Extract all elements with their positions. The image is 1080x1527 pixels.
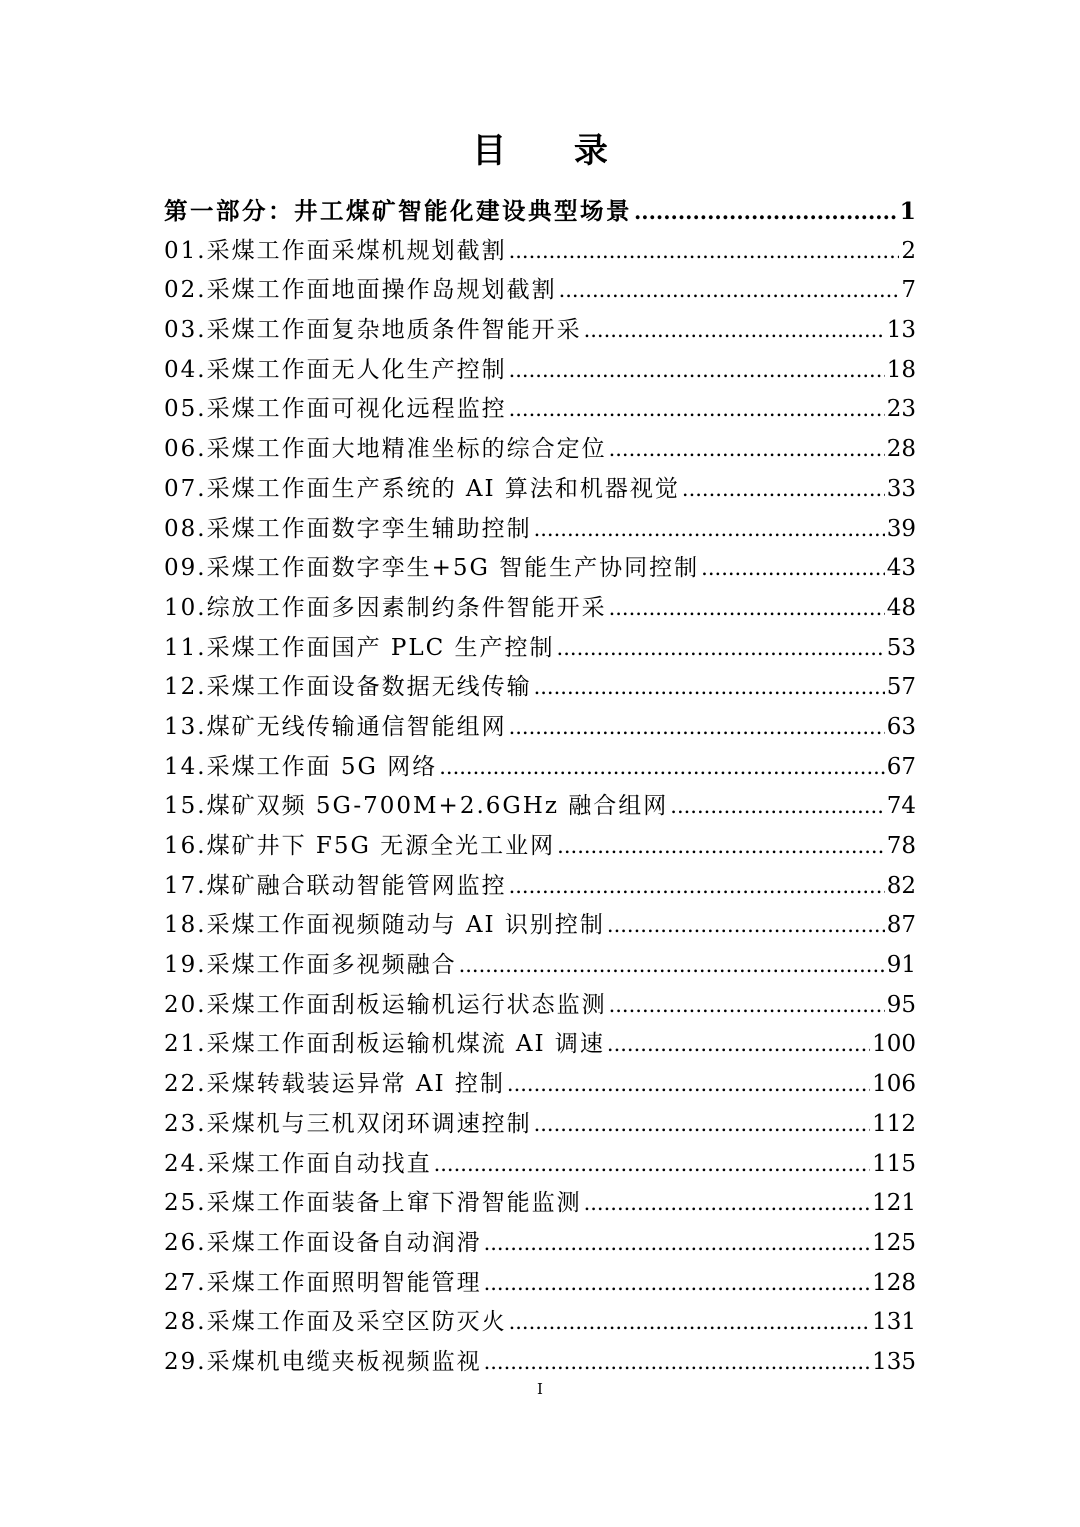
toc-entry-page: 78 <box>886 833 916 859</box>
toc-entry-page: 13 <box>886 317 916 344</box>
toc-leader-dots <box>434 1145 871 1185</box>
toc-entry[interactable] <box>164 470 916 510</box>
toc-entry[interactable] <box>164 748 916 788</box>
toc-entry-label: 11.采煤工作面国产 PLC 生产控制 <box>164 634 555 661</box>
toc-leader-dots <box>670 787 884 827</box>
toc-entry[interactable] <box>164 827 916 867</box>
toc-leader-dots <box>509 390 885 430</box>
page-number-footer: I <box>537 1380 543 1398</box>
toc-entry[interactable] <box>164 906 916 946</box>
toc-entry[interactable] <box>164 1264 916 1304</box>
toc-entry[interactable] <box>164 1145 916 1185</box>
toc-entry-page: 63 <box>886 713 916 740</box>
toc-entry[interactable] <box>164 1105 916 1145</box>
toc-entry-page: 57 <box>886 674 916 701</box>
toc-leader-dots <box>459 946 885 986</box>
toc-entry-page: 48 <box>886 594 916 621</box>
toc-entry-page: 91 <box>886 952 916 979</box>
toc-entry-label: 18.采煤工作面视频随动与 AI 识别控制 <box>164 912 605 939</box>
toc-entry-label: 27.采煤工作面照明智能管理 <box>164 1269 482 1296</box>
toc-entry-page: 82 <box>886 872 916 899</box>
toc-leader-dots <box>682 470 885 510</box>
toc-entry-page: 95 <box>886 991 916 1018</box>
toc-entry-page: 7 <box>901 277 916 304</box>
page-title: 目 录 <box>472 131 636 171</box>
toc-entry-label: 24.采煤工作面自动找直 <box>164 1150 432 1177</box>
toc-entry-label: 04.采煤工作面无人化生产控制 <box>164 356 507 383</box>
toc-leader-dots <box>509 867 885 907</box>
toc-leader-dots <box>484 1264 871 1304</box>
toc-entry-label: 25.采煤工作面装备上窜下滑智能监测 <box>164 1190 582 1217</box>
toc-entry-label: 13.煤矿无线传输通信智能组网 <box>164 713 507 740</box>
toc-entry-page: 33 <box>886 475 916 502</box>
toc-entry-label: 19.采煤工作面多视频融合 <box>164 952 457 979</box>
toc-entry[interactable] <box>164 232 916 272</box>
toc-entry[interactable] <box>164 1343 916 1383</box>
toc-part-page: 1 <box>899 197 916 225</box>
toc-entry[interactable] <box>164 589 916 629</box>
toc-entry-page: 23 <box>886 396 916 423</box>
toc-entry-label: 07.采煤工作面生产系统的 AI 算法和机器视觉 <box>164 475 680 502</box>
toc-entry[interactable] <box>164 390 916 430</box>
toc-entry-page: 100 <box>872 1031 916 1058</box>
toc-entry-page: 67 <box>886 753 916 780</box>
toc-entry-label: 29.采煤机电缆夹板视频监视 <box>164 1348 482 1375</box>
toc-entry-label: 17.煤矿融合联动智能管网监控 <box>164 872 507 899</box>
toc-leader-dots <box>484 1224 871 1264</box>
toc-entry-label: 14.采煤工作面 5G 网络 <box>164 753 438 780</box>
toc-leader-dots <box>534 1105 871 1145</box>
toc-leader-dots <box>484 1343 871 1383</box>
toc-entry[interactable] <box>164 668 916 708</box>
toc-entry[interactable] <box>164 351 916 391</box>
toc-entry-label: 09.采煤工作面数字孪生+5G 智能生产协同控制 <box>164 555 700 582</box>
table-of-contents <box>164 192 916 1383</box>
toc-leader-dots <box>609 589 885 629</box>
toc-leader-dots <box>509 232 900 272</box>
toc-entry[interactable] <box>164 510 916 550</box>
toc-entry[interactable] <box>164 549 916 589</box>
toc-entry-label: 05.采煤工作面可视化远程监控 <box>164 396 507 423</box>
toc-entry-page: 43 <box>886 555 916 582</box>
toc-entry-page: 18 <box>886 356 916 383</box>
toc-entry-label: 08.采煤工作面数字孪生辅助控制 <box>164 515 532 542</box>
toc-entry-page: 106 <box>872 1071 916 1098</box>
toc-leader-dots <box>607 906 885 946</box>
toc-entry[interactable] <box>164 271 916 311</box>
toc-entry-label: 23.采煤机与三机双闭环调速控制 <box>164 1110 532 1137</box>
toc-leader-dots <box>557 629 885 669</box>
toc-entry-page: 87 <box>886 912 916 939</box>
toc-leader-dots <box>609 430 885 470</box>
toc-entry-label: 28.采煤工作面及采空区防灭火 <box>164 1309 507 1336</box>
toc-entry-label: 10.综放工作面多因素制约条件智能开采 <box>164 594 607 621</box>
toc-entry-page: 2 <box>901 237 916 264</box>
toc-leader-dots <box>509 708 885 748</box>
toc-entry[interactable] <box>164 787 916 827</box>
toc-entry[interactable] <box>164 708 916 748</box>
toc-leader-dots <box>509 1303 871 1343</box>
toc-entry-page: 131 <box>872 1309 916 1336</box>
toc-entry[interactable] <box>164 629 916 669</box>
toc-leader-dots <box>439 748 885 788</box>
toc-entry[interactable] <box>164 986 916 1026</box>
toc-entry-label: 12.采煤工作面设备数据无线传输 <box>164 674 532 701</box>
toc-entry-page: 121 <box>872 1190 916 1217</box>
toc-entry-label: 06.采煤工作面大地精准坐标的综合定位 <box>164 436 607 463</box>
toc-entry-page: 115 <box>872 1150 916 1177</box>
toc-leader-dots <box>534 510 885 550</box>
toc-entry-label: 02.采煤工作面地面操作岛规划截割 <box>164 277 557 304</box>
toc-entry-label: 16.煤矿井下 F5G 无源全光工业网 <box>164 833 556 859</box>
toc-part-heading[interactable] <box>164 192 916 232</box>
toc-entry-label: 01.采煤工作面采煤机规划截割 <box>164 237 507 264</box>
toc-entry-label: 22.采煤转载装运异常 AI 控制 <box>164 1071 505 1098</box>
toc-entry-label: 26.采煤工作面设备自动润滑 <box>164 1229 482 1256</box>
toc-leader-dots <box>509 351 885 391</box>
toc-entry[interactable] <box>164 1303 916 1343</box>
toc-leader-dots <box>634 192 898 232</box>
toc-leader-dots <box>701 549 885 589</box>
toc-entry-page: 74 <box>886 793 916 820</box>
toc-leader-dots <box>559 271 900 311</box>
toc-entry-page: 135 <box>872 1348 916 1375</box>
toc-entry-page: 125 <box>872 1229 916 1256</box>
toc-entry-label: 20.采煤工作面刮板运输机运行状态监测 <box>164 991 607 1018</box>
toc-entry-label: 03.采煤工作面复杂地质条件智能开采 <box>164 317 582 344</box>
toc-leader-dots <box>584 311 885 351</box>
toc-entry-list <box>164 232 916 1383</box>
toc-entry-page: 128 <box>872 1269 916 1296</box>
toc-part-label: 第一部分：井工煤矿智能化建设典型场景 <box>164 197 632 225</box>
toc-entry-page: 112 <box>872 1110 916 1137</box>
toc-entry[interactable] <box>164 1065 916 1105</box>
toc-entry[interactable] <box>164 311 916 351</box>
toc-entry-label: 15.煤矿双频 5G-700M+2.6GHz 融合组网 <box>164 793 669 820</box>
toc-leader-dots <box>584 1184 871 1224</box>
toc-leader-dots <box>557 827 885 867</box>
toc-leader-dots <box>609 986 885 1026</box>
toc-entry[interactable] <box>164 430 916 470</box>
toc-leader-dots <box>507 1065 870 1105</box>
toc-entry[interactable] <box>164 867 916 907</box>
toc-entry[interactable] <box>164 1224 916 1264</box>
toc-entry[interactable] <box>164 946 916 986</box>
toc-entry-page: 28 <box>886 436 916 463</box>
toc-entry-page: 39 <box>886 515 916 542</box>
toc-entry-page: 53 <box>886 634 916 661</box>
toc-entry[interactable] <box>164 1025 916 1065</box>
toc-entry-label: 21.采煤工作面刮板运输机煤流 AI 调速 <box>164 1031 605 1058</box>
toc-entry[interactable] <box>164 1184 916 1224</box>
toc-leader-dots <box>607 1025 870 1065</box>
toc-leader-dots <box>534 668 885 708</box>
